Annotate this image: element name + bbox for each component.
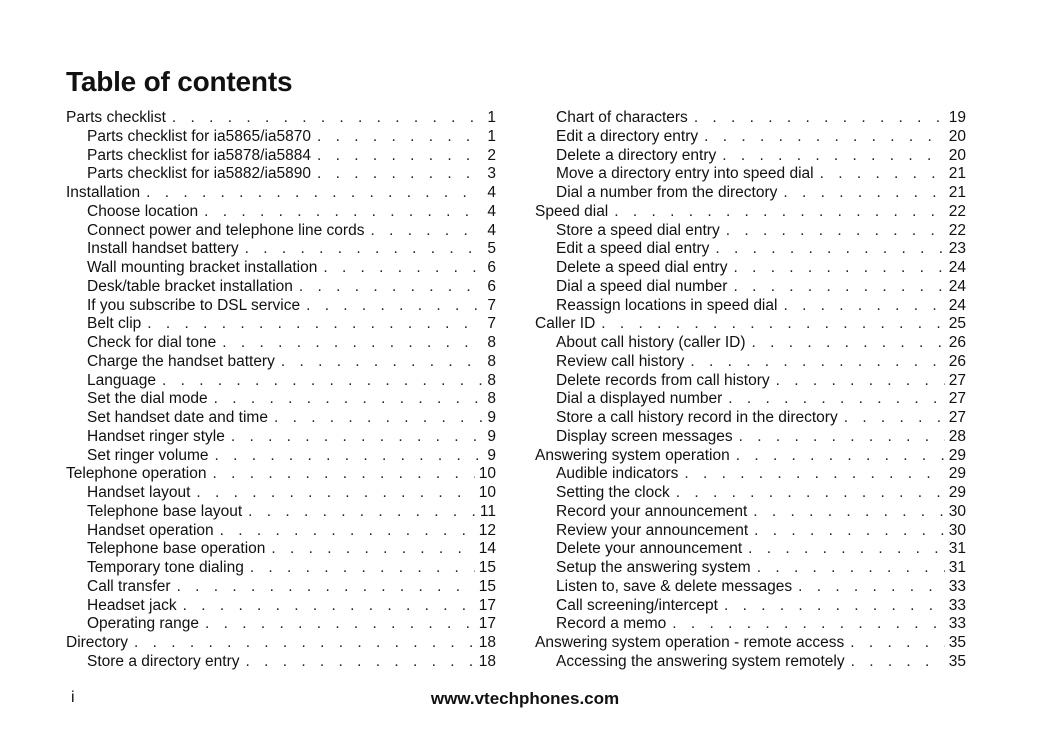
toc-entry-title: Telephone base layout	[87, 502, 243, 520]
toc-subentry[interactable]	[66, 578, 496, 597]
toc-subentry[interactable]	[66, 128, 496, 147]
toc-page-number: 9	[487, 409, 496, 426]
toc-entry-title: Belt clip	[87, 315, 142, 333]
toc-subentry[interactable]	[535, 334, 966, 353]
toc-subentry[interactable]	[66, 428, 496, 447]
toc-dot-leader	[850, 634, 944, 653]
toc-entry-title: Delete a speed dial entry	[556, 259, 728, 276]
toc-page-number: 1	[487, 127, 496, 145]
toc-entry-title: Telephone operation	[66, 465, 207, 483]
toc-entry-title: Call transfer	[87, 577, 171, 595]
toc-dot-leader	[728, 390, 944, 409]
toc-dot-leader	[214, 447, 482, 466]
toc-entry-title: Dial a displayed number	[556, 390, 723, 408]
toc-page-number: 18	[478, 634, 496, 651]
toc-entry[interactable]	[535, 203, 966, 222]
toc-subentry[interactable]	[66, 653, 496, 672]
toc-entry-title: Handset layout	[87, 484, 191, 501]
toc-page-number: 7	[487, 296, 496, 314]
toc-dot-leader	[317, 128, 482, 147]
toc-dot-leader	[672, 615, 944, 634]
toc-dot-leader	[162, 372, 482, 391]
toc-entry-title: Store a directory entry	[87, 652, 240, 670]
toc-subentry[interactable]	[66, 597, 496, 616]
toc-entry-title: Store a speed dial entry	[556, 221, 720, 239]
toc-page-number: 27	[948, 371, 966, 389]
toc-subentry[interactable]	[535, 503, 966, 522]
toc-page-number: 3	[487, 165, 496, 183]
toc-subentry[interactable]	[66, 559, 496, 578]
footer-url: www.vtechphones.com	[430, 689, 620, 708]
toc-entry-title: Temporary tone dialing	[87, 559, 244, 576]
toc-page-number: 9	[487, 446, 496, 464]
toc-dot-leader	[748, 540, 945, 559]
toc-dot-leader	[146, 184, 482, 203]
toc-left-column	[66, 109, 496, 672]
toc-subentry[interactable]	[535, 409, 966, 428]
toc-page-number: 26	[948, 334, 966, 351]
toc-entry-title: Set ringer volume	[87, 446, 209, 464]
page-title: Table of contents	[66, 66, 293, 97]
toc-subentry[interactable]	[66, 409, 496, 428]
toc-entry-title: About call history (caller ID)	[556, 334, 746, 351]
toc-dot-leader	[248, 503, 476, 522]
toc-page-number: 14	[478, 540, 496, 558]
toc-page-number: 21	[948, 184, 966, 201]
toc-dot-leader	[754, 522, 945, 541]
toc-subentry[interactable]	[66, 203, 496, 222]
toc-entry-title: Move a directory entry into speed dial	[556, 165, 814, 183]
toc-entry-title: Wall mounting bracket installation	[87, 259, 318, 276]
toc-entry-title: Check for dial tone	[87, 334, 217, 351]
toc-entry-title: Installation	[66, 184, 141, 201]
toc-dot-leader	[757, 559, 945, 578]
toc-page-number: 27	[948, 409, 966, 426]
toc-entry-title: Set handset date and time	[87, 409, 268, 426]
toc-subentry[interactable]	[535, 559, 966, 578]
toc-dot-leader	[147, 315, 482, 334]
toc-page-number: 28	[948, 427, 966, 445]
toc-subentry[interactable]	[535, 653, 966, 672]
toc-entry-title: Setting the clock	[556, 484, 670, 501]
toc-dot-leader	[212, 465, 474, 484]
toc-dot-leader	[222, 334, 482, 353]
toc-page-number: 10	[478, 484, 496, 501]
toc-entry[interactable]	[535, 634, 966, 653]
toc-subentry[interactable]	[66, 278, 496, 297]
toc-dot-leader	[783, 297, 944, 316]
toc-subentry[interactable]	[66, 540, 496, 559]
toc-dot-leader	[783, 184, 944, 203]
toc-entry-title: Dial a speed dial number	[556, 277, 728, 295]
toc-dot-leader	[726, 222, 945, 241]
toc-dot-leader	[724, 597, 945, 616]
toc-subentry[interactable]	[66, 372, 496, 391]
toc-entry[interactable]	[66, 109, 496, 128]
toc-entry[interactable]	[535, 447, 966, 466]
toc-dot-leader	[299, 278, 482, 297]
toc-dot-leader	[820, 165, 945, 184]
toc-subentry[interactable]	[535, 240, 966, 259]
toc-page-number: 33	[948, 577, 966, 595]
toc-subentry[interactable]	[535, 259, 966, 278]
toc-dot-leader	[317, 147, 482, 166]
toc-subentry[interactable]	[535, 372, 966, 391]
toc-page-number: 8	[487, 352, 496, 370]
toc-subentry[interactable]	[66, 165, 496, 184]
toc-dot-leader	[370, 222, 482, 241]
toc-page-number: 20	[948, 127, 966, 145]
toc-page-number: 12	[478, 521, 496, 539]
toc-page-number: 31	[948, 540, 966, 558]
toc-entry-title: Telephone base operation	[87, 540, 266, 558]
toc-subentry[interactable]	[66, 353, 496, 372]
toc-subentry[interactable]	[535, 297, 966, 316]
toc-dot-leader	[134, 634, 475, 653]
toc-entry-title: Delete your announcement	[556, 540, 743, 558]
toc-page-number: 20	[948, 146, 966, 164]
toc-entry-title: Caller ID	[535, 315, 596, 333]
toc-dot-leader	[323, 259, 482, 278]
toc-entry-title: Answering system operation - remote access	[535, 634, 845, 651]
toc-page-number: 18	[478, 652, 496, 670]
toc-page-number: 22	[948, 202, 966, 220]
toc-entry-title: Answering system operation	[535, 446, 730, 464]
toc-subentry[interactable]	[66, 522, 496, 541]
toc-dot-leader	[281, 353, 482, 372]
toc-subentry[interactable]	[535, 222, 966, 241]
toc-entry-title: Handset operation	[87, 521, 214, 539]
toc-entry-title: Handset ringer style	[87, 427, 225, 445]
toc-subentry[interactable]	[535, 484, 966, 503]
toc-entry-title: Charge the handset battery	[87, 352, 275, 370]
toc-dot-leader	[694, 109, 945, 128]
toc-entry-title: Parts checklist for ia5878/ia5884	[87, 146, 312, 164]
toc-subentry[interactable]	[535, 522, 966, 541]
toc-dot-leader	[245, 240, 482, 259]
toc-page-number: 30	[948, 502, 966, 520]
toc-dot-leader	[752, 334, 945, 353]
toc-page-number: 1	[487, 109, 496, 126]
toc-entry-title: Reassign locations in speed dial	[556, 296, 778, 314]
toc-page-number: 15	[478, 577, 496, 595]
toc-subentry[interactable]	[66, 390, 496, 409]
toc-entry-title: Install handset battery	[87, 240, 239, 258]
toc-subentry[interactable]	[535, 278, 966, 297]
toc-page-number: 5	[487, 240, 496, 258]
toc-page-number: 2	[487, 146, 496, 164]
toc-entry-title: Desk/table bracket installation	[87, 277, 293, 295]
toc-dot-leader	[753, 503, 944, 522]
toc-dot-leader	[196, 484, 474, 503]
toc-subentry[interactable]	[535, 465, 966, 484]
toc-dot-leader	[736, 447, 945, 466]
toc-page-number: 8	[487, 390, 496, 408]
toc-entry[interactable]	[66, 465, 496, 484]
toc-entry-title: Delete a directory entry	[556, 146, 717, 164]
toc-page-number: 4	[487, 202, 496, 220]
toc-page-number: 25	[948, 315, 966, 333]
toc-dot-leader	[851, 653, 945, 672]
toc-subentry[interactable]	[535, 165, 966, 184]
toc-subentry[interactable]	[535, 597, 966, 616]
toc-dot-leader	[776, 372, 945, 391]
toc-subentry[interactable]	[66, 147, 496, 166]
toc-entry-title: Headset jack	[87, 596, 177, 614]
toc-entry-title: Record your announcement	[556, 502, 748, 520]
toc-dot-leader	[614, 203, 944, 222]
toc-subentry[interactable]	[66, 240, 496, 259]
toc-dot-leader	[715, 240, 944, 259]
toc-subentry[interactable]	[66, 447, 496, 466]
toc-dot-leader	[690, 353, 944, 372]
toc-page-number: 7	[487, 315, 496, 333]
toc-dot-leader	[733, 278, 944, 297]
toc-subentry[interactable]	[535, 578, 966, 597]
toc-page-number: 24	[948, 296, 966, 314]
toc-page-number: 33	[948, 596, 966, 614]
toc-page-number: 22	[948, 221, 966, 239]
toc-page-number: 31	[948, 559, 966, 576]
toc-dot-leader	[676, 484, 945, 503]
toc-entry-title: Parts checklist for ia5882/ia5890	[87, 165, 312, 183]
toc-page-number: 15	[478, 559, 496, 576]
toc-subentry[interactable]	[66, 484, 496, 503]
toc-entry-title: Edit a speed dial entry	[556, 240, 710, 258]
toc-page-number: 35	[948, 652, 966, 670]
toc-dot-leader	[733, 259, 944, 278]
toc-page-number: 9	[487, 427, 496, 445]
toc-dot-leader	[177, 578, 475, 597]
toc-page-number: 24	[948, 277, 966, 295]
toc-entry[interactable]	[66, 184, 496, 203]
toc-dot-leader	[601, 315, 944, 334]
toc-entry[interactable]	[66, 634, 496, 653]
toc-entry-title: Accessing the answering system remotely	[556, 652, 845, 670]
toc-subentry[interactable]	[535, 353, 966, 372]
toc-entry-title: Dial a number from the directory	[556, 184, 778, 201]
toc-dot-leader	[231, 428, 482, 447]
toc-dot-leader	[205, 615, 475, 634]
toc-page-number: 33	[948, 615, 966, 633]
toc-subentry[interactable]	[535, 540, 966, 559]
toc-subentry[interactable]	[535, 128, 966, 147]
toc-page-number: 26	[948, 352, 966, 370]
toc-entry-title: Language	[87, 371, 156, 389]
toc-page-number: 8	[487, 334, 496, 351]
toc-page-number: 21	[948, 165, 966, 183]
toc-right-column	[535, 109, 966, 672]
toc-dot-leader	[204, 203, 482, 222]
toc-subentry[interactable]	[535, 184, 966, 203]
toc-dot-leader	[220, 522, 475, 541]
toc-entry-title: Parts checklist for ia5865/ia5870	[87, 127, 312, 145]
toc-entry-title: Choose location	[87, 202, 199, 220]
toc-subentry[interactable]	[535, 390, 966, 409]
toc-dot-leader	[317, 165, 482, 184]
toc-page-number: 11	[479, 502, 496, 520]
toc-page-number: 6	[487, 277, 496, 295]
toc-subentry[interactable]	[66, 615, 496, 634]
toc-dot-leader	[183, 597, 475, 616]
toc-subentry[interactable]	[535, 147, 966, 166]
toc-subentry[interactable]	[66, 297, 496, 316]
toc-entry-title: Audible indicators	[556, 465, 679, 483]
toc-page-number: 29	[948, 465, 966, 483]
toc-subentry[interactable]	[66, 259, 496, 278]
toc-page-number: 6	[487, 259, 496, 276]
toc-entry-title: Directory	[66, 634, 129, 651]
toc-page-number: 4	[487, 184, 496, 201]
toc-page-number: 17	[478, 615, 496, 633]
toc-dot-leader	[704, 128, 945, 147]
toc-dot-leader	[271, 540, 474, 559]
toc-page-number: 35	[948, 634, 966, 651]
toc-subentry[interactable]	[66, 315, 496, 334]
toc-dot-leader	[684, 465, 944, 484]
toc-entry-title: Review call history	[556, 352, 685, 370]
toc-entry[interactable]	[535, 315, 966, 334]
toc-page-number: 24	[948, 259, 966, 276]
toc-dot-leader	[250, 559, 475, 578]
toc-subentry[interactable]	[535, 615, 966, 634]
toc-entry-title: Record a memo	[556, 615, 667, 633]
toc-subentry[interactable]	[66, 503, 496, 522]
toc-entry-title: Edit a directory entry	[556, 127, 699, 145]
toc-dot-leader	[214, 390, 482, 409]
toc-entry-title: Operating range	[87, 615, 200, 633]
toc-dot-leader	[844, 409, 945, 428]
toc-entry-title: Chart of characters	[556, 109, 688, 126]
toc-dot-leader	[722, 147, 945, 166]
toc-page-number: 30	[948, 521, 966, 539]
toc-page-number: 19	[948, 109, 966, 126]
page-number: i	[71, 689, 75, 706]
toc-page-number: 4	[487, 221, 496, 239]
toc-dot-leader	[172, 109, 482, 128]
toc-dot-leader	[306, 297, 482, 316]
toc-page-number: 23	[948, 240, 966, 258]
toc-page-number: 8	[487, 371, 496, 389]
toc-dot-leader	[245, 653, 474, 672]
toc-subentry[interactable]	[66, 334, 496, 353]
toc-entry-title: Display screen messages	[556, 427, 733, 445]
toc-entry-title: Parts checklist	[66, 109, 166, 126]
toc-entry-title: Setup the answering system	[556, 559, 751, 576]
toc-page-number: 10	[478, 465, 496, 483]
toc-entry-title: Listen to, save & delete messages	[556, 577, 793, 595]
toc-page-number: 17	[478, 596, 496, 614]
toc-dot-leader	[798, 578, 945, 597]
toc-entry-title: Connect power and telephone line cords	[87, 221, 365, 239]
toc-entry-title: Call screening/intercept	[556, 596, 718, 614]
toc-subentry[interactable]	[535, 428, 966, 447]
toc-entry-title: Set the dial mode	[87, 390, 208, 408]
toc-entry-title: Store a call history record in the directory	[556, 409, 838, 426]
toc-page-number: 29	[948, 446, 966, 464]
toc-entry-title: Review your announcement	[556, 521, 749, 539]
toc-entry-title: Speed dial	[535, 202, 609, 220]
toc-entry-title: If you subscribe to DSL service	[87, 296, 301, 314]
toc-dot-leader	[274, 409, 482, 428]
toc-page-number: 27	[948, 390, 966, 408]
toc-page-number: 29	[948, 484, 966, 501]
toc-dot-leader	[739, 428, 945, 447]
toc-entry-title: Delete records from call history	[556, 371, 770, 389]
toc-subentry[interactable]	[535, 109, 966, 128]
toc-subentry[interactable]	[66, 222, 496, 241]
